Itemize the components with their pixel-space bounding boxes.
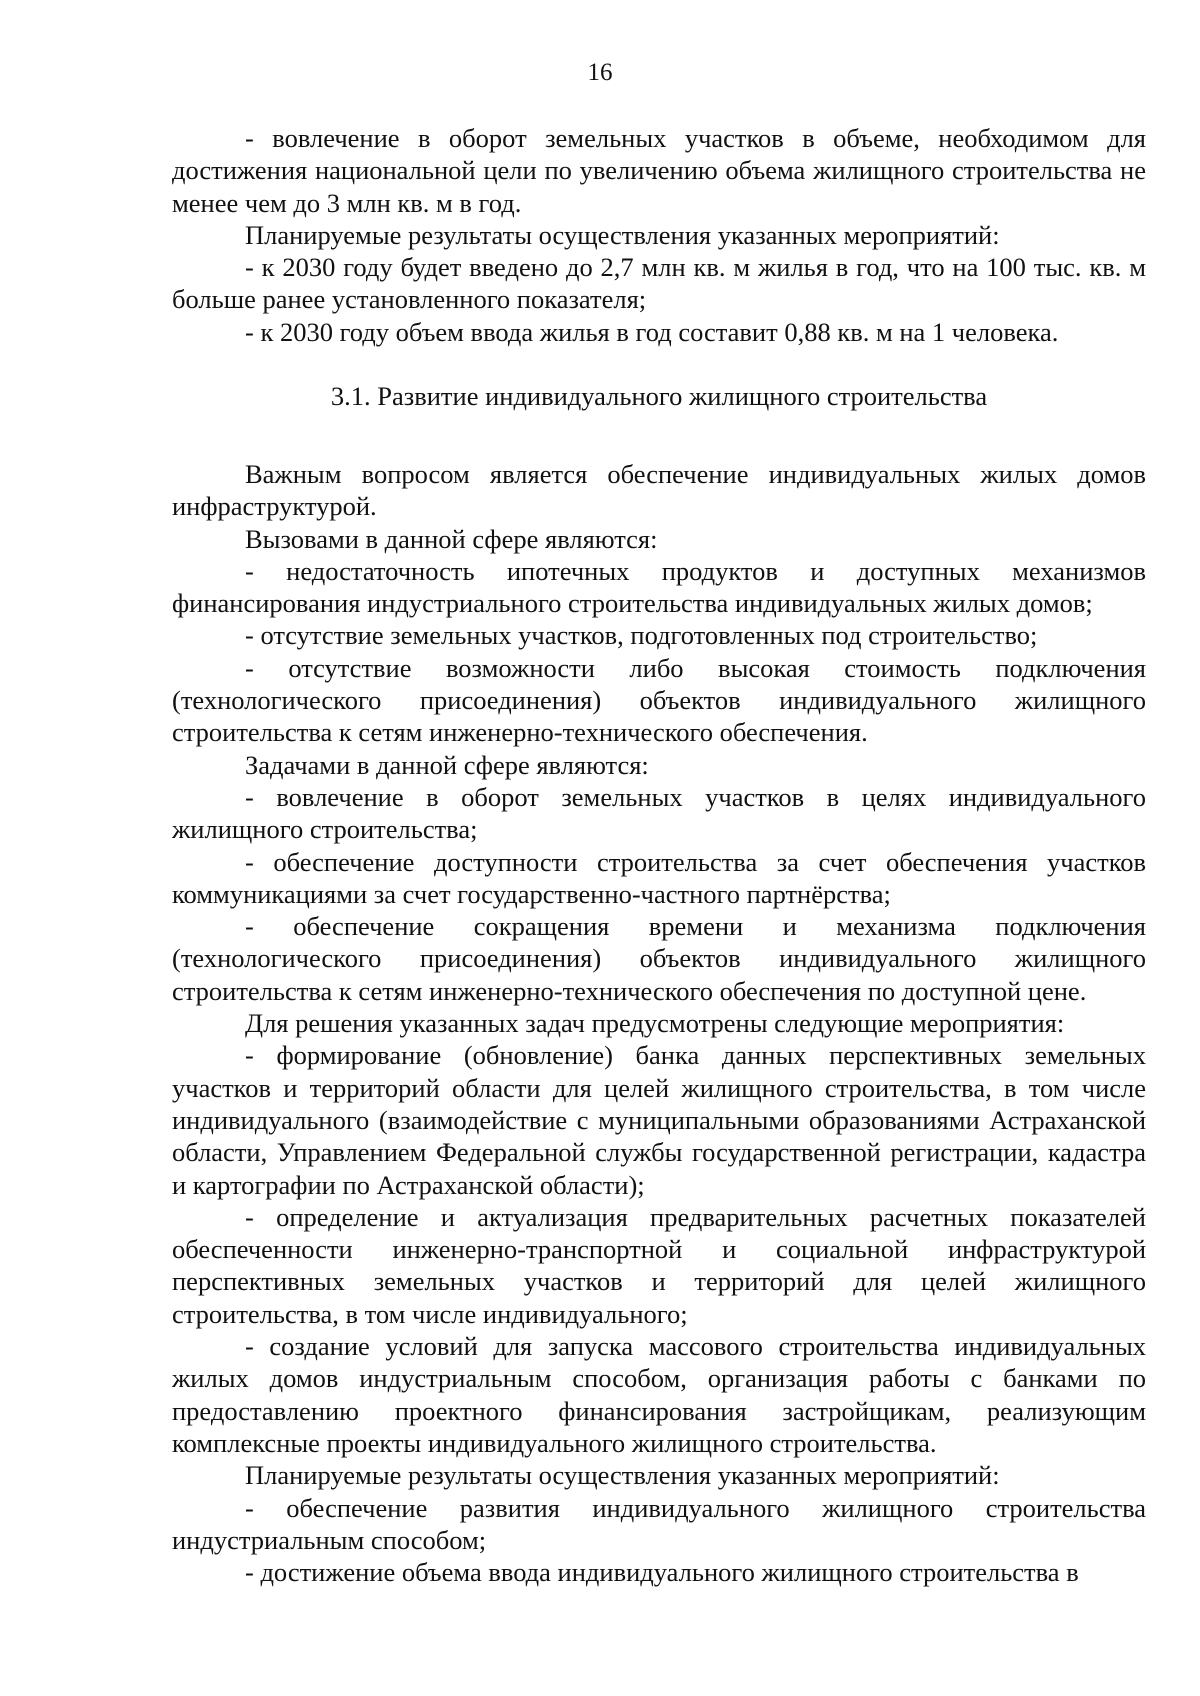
paragraph: Для решения указанных задач предусмотрены следующие мероприятия: [245, 1008, 1065, 1039]
paragraph: Вызовами в данной сфере являются: [245, 523, 658, 554]
paragraph: - формирование (обновление) банка данных перспективных земельных участков и территорий области для целей жилищного строительства, в том числе индивидуального (взаимодействие с муниципальными образованиями Астраханской области, Управлением Федеральной службы государственной регистрации, кадастра и картографии по Астраханской области); [172, 1040, 1146, 1200]
paragraph: - создание условий для запуска массового строительства индивидуальных жилых домов индустриальным способом, организация работы с банками по предоставлению проектного финансирования застройщикам, реализующим комплексные проекты индивидуального жилищного строительства. [172, 1331, 1146, 1458]
paragraph: Планируемые результаты осуществления указанных мероприятий: [245, 1460, 1000, 1491]
paragraph: - вовлечение в оборот земельных участков в объеме, необходимом для достижения национальной цели по увеличению объема жилищного строительства не менее чем до 3 млн кв. м в год. [172, 123, 1146, 218]
paragraph: - обеспечение доступности строительства за счет обеспечения участков коммуникациями за счет государственно-частного партнёрства; [172, 846, 1146, 909]
paragraph: - определение и актуализация предварительных расчетных показателей обеспеченности инженерно-транспортной и социальной инфраструктурой перспективных земельных участков и территорий для целей жилищного строительства, в том числе индивидуального; [172, 1201, 1146, 1329]
paragraph: - недостаточность ипотечных продуктов и доступных механизмов финансирования индустриального строительства индивидуальных жилых домов; [172, 555, 1146, 619]
page-number: 16 [587, 59, 613, 86]
paragraph: - обеспечение сокращения времени и механизма подключения (технологического присоединения) объектов индивидуального жилищного строительства к сетям инженерно-технического обеспечения по доступной цене. [172, 911, 1146, 1006]
section-heading: 3.1. Развитие индивидуального жилищного строительства [330, 381, 988, 411]
section-body-text [172, 458, 1146, 1588]
paragraph: - отсутствие возможности либо высокая стоимость подключения (технологического присоединения) объектов индивидуального жилищного строительства к сетям инженерно-технического обеспечения. [172, 652, 1146, 748]
paragraph: - к 2030 году объем ввода жилья в год составит 0,88 кв. м на 1 человека. [245, 316, 1059, 347]
section-intro-text [172, 122, 1146, 348]
paragraph: - достижение объема ввода индивидуального жилищного строительства в [245, 1557, 1079, 1588]
paragraph: - отсутствие земельных участков, подготовленных под строительство; [245, 620, 1038, 651]
paragraph: - вовлечение в оборот земельных участков в целях индивидуального жилищного строительства; [172, 781, 1146, 845]
paragraph: Задачами в данной сфере являются: [245, 749, 649, 780]
paragraph: Планируемые результаты осуществления указанных мероприятий: [245, 219, 1000, 250]
paragraph: Важным вопросом является обеспечение индивидуальных жилых домов инфраструктурой. [172, 459, 1146, 522]
paragraph: - обеспечение развития индивидуального жилищного строительства индустриальным способом; [172, 1492, 1146, 1555]
paragraph: - к 2030 году будет введено до 2,7 млн кв. м жилья в год, что на 100 тыс. кв. м больше ранее установленного показателя; [172, 252, 1146, 315]
